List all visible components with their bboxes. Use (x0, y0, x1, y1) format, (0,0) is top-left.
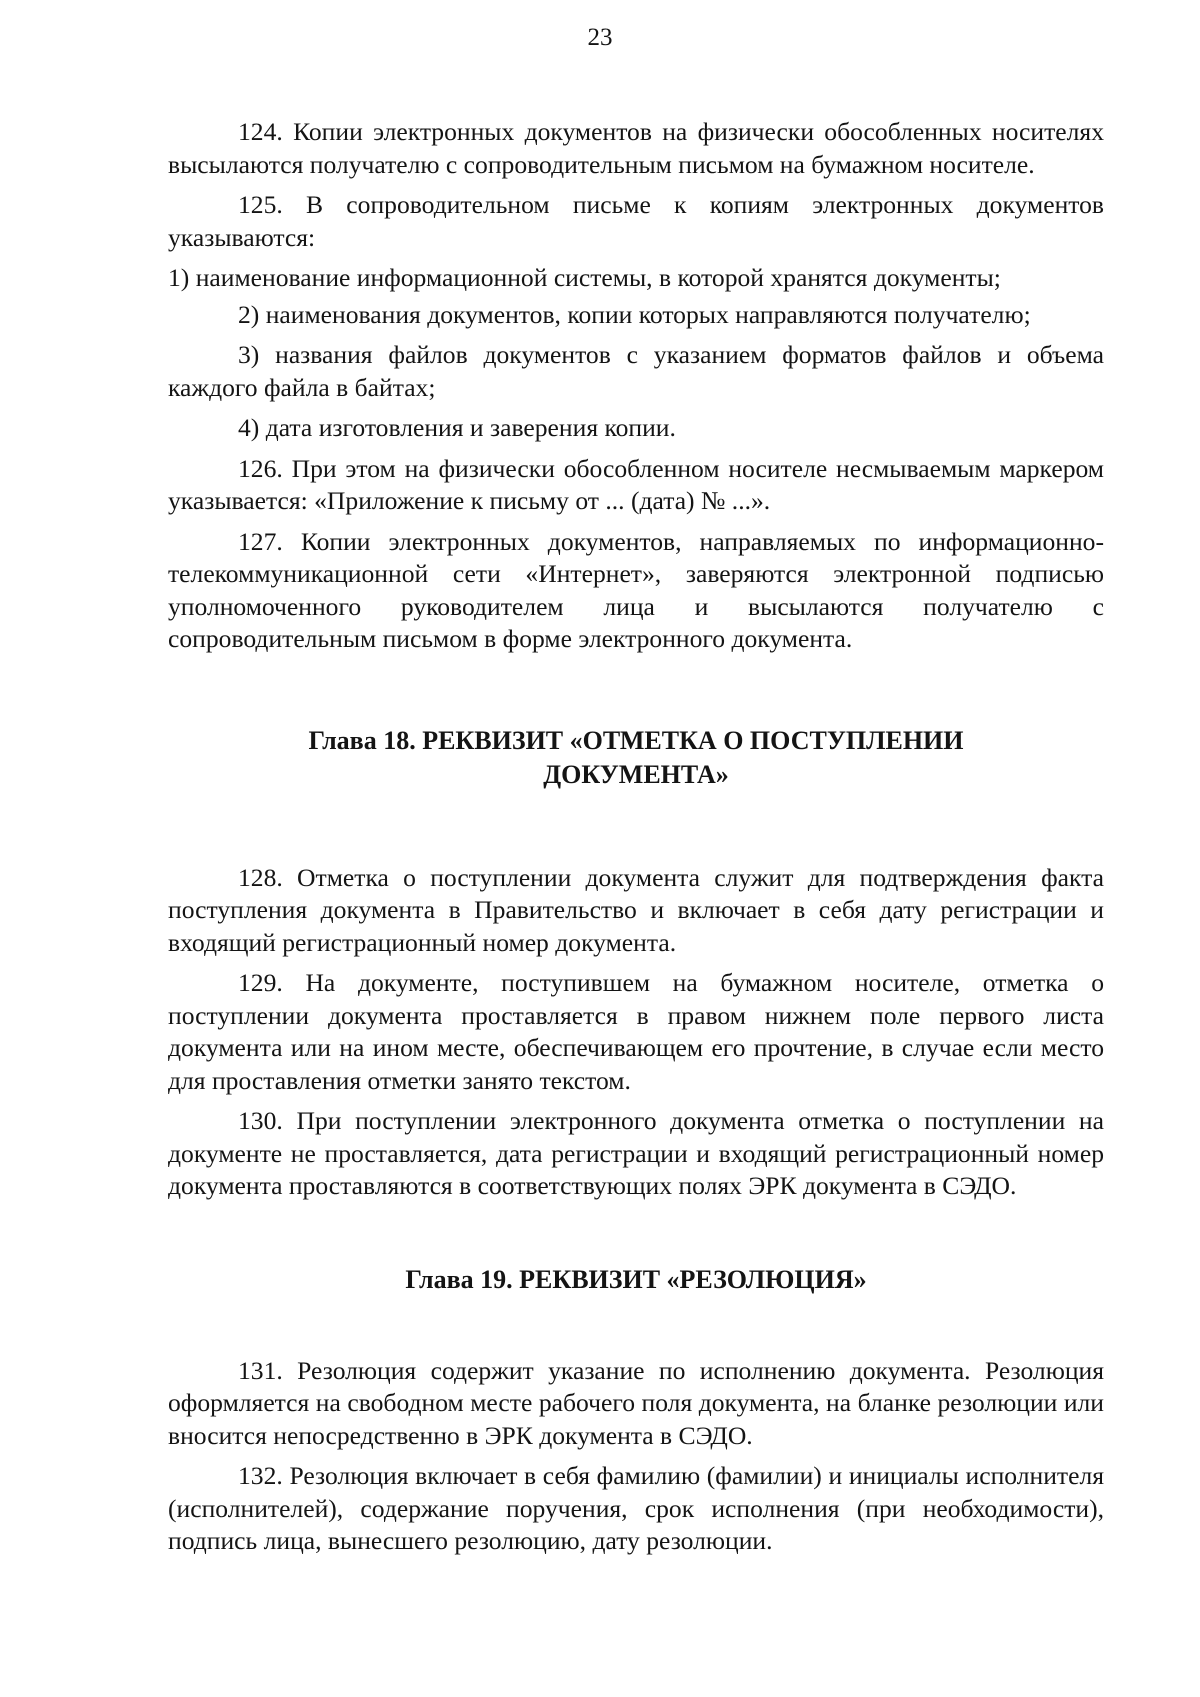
paragraph-132: 132. Резолюция включает в себя фамилию (фамилии) и инициалы исполнителя (исполнителей), содержание поручения, срок исполнения (при необходимости), подпись лица, вынесшего резолюцию, дату резолюции. (168, 1461, 1104, 1555)
list-item-1: 1) наименование информационной системы, в которой хранятся документы; (168, 263, 1001, 292)
list-item-2: 2) наименования документов, копии которых направляются получателю; (238, 299, 1031, 329)
document-body (168, 116, 1104, 1566)
list-item-3: 3) названия файлов документов с указанием форматов файлов и объема каждого файла в байтах; (168, 340, 1104, 402)
page-number: 23 (587, 24, 613, 51)
paragraph-129: 129. На документе, поступившем на бумажном носителе, отметка о поступлении документа проставляется в правом нижнем поле первого листа документа или на ином месте, обеспечивающем его прочтение, в случае если место для проставления отметки занято текстом. (168, 968, 1104, 1095)
paragraph-131: 131. Резолюция содержит указание по исполнению документа. Резолюция оформляется на свободном месте рабочего поля документа, на бланке резолюции или вносится непосредственно в ЭРК документа в СЭДО. (168, 1355, 1104, 1450)
chapter-18-heading-line-2: ДОКУМЕНТА» (543, 759, 729, 789)
paragraph-128: 128. Отметка о поступлении документа служит для подтверждения факта поступления документа в Правительство и включает в себя дату регистрации и входящий регистрационный номер документа. (168, 862, 1104, 957)
chapter-19-heading: Глава 19. РЕКВИЗИТ «РЕЗОЛЮЦИЯ» (405, 1264, 867, 1294)
paragraph-125: 125. В сопроводительном письме к копиям электронных документов указываются: (168, 190, 1104, 252)
paragraph-126: 126. При этом на физически обособленном носителе несмываемым маркером указывается: «Приложение к письму от ... (дата) № ...». (168, 453, 1104, 515)
chapter-18-heading (168, 724, 1104, 792)
paragraph-127: 127. Копии электронных документов, направляемых по информационно-телекоммуникационной сети «Интернет», заверяются электронной подписью уполномоченного руководителем лица и высылаются получателю с сопроводительным письмом в форме электронного документа. (168, 526, 1104, 653)
chapter-18-heading-line-1: Глава 18. РЕКВИЗИТ «ОТМЕТКА О ПОСТУПЛЕНИИ (308, 725, 964, 755)
list-item-4: 4) дата изготовления и заверения копии. (238, 413, 676, 442)
paragraph-130: 130. При поступлении электронного документа отметка о поступлении на документе не проставляется, дата регистрации и входящий регистрационный номер документа проставляются в соответствующих полях ЭРК документа в СЭДО. (168, 1106, 1104, 1200)
paragraph-124: 124. Копии электронных документов на физически обособленных носителях высылаются получателю с сопроводительным письмом на бумажном носителе. (168, 117, 1104, 179)
